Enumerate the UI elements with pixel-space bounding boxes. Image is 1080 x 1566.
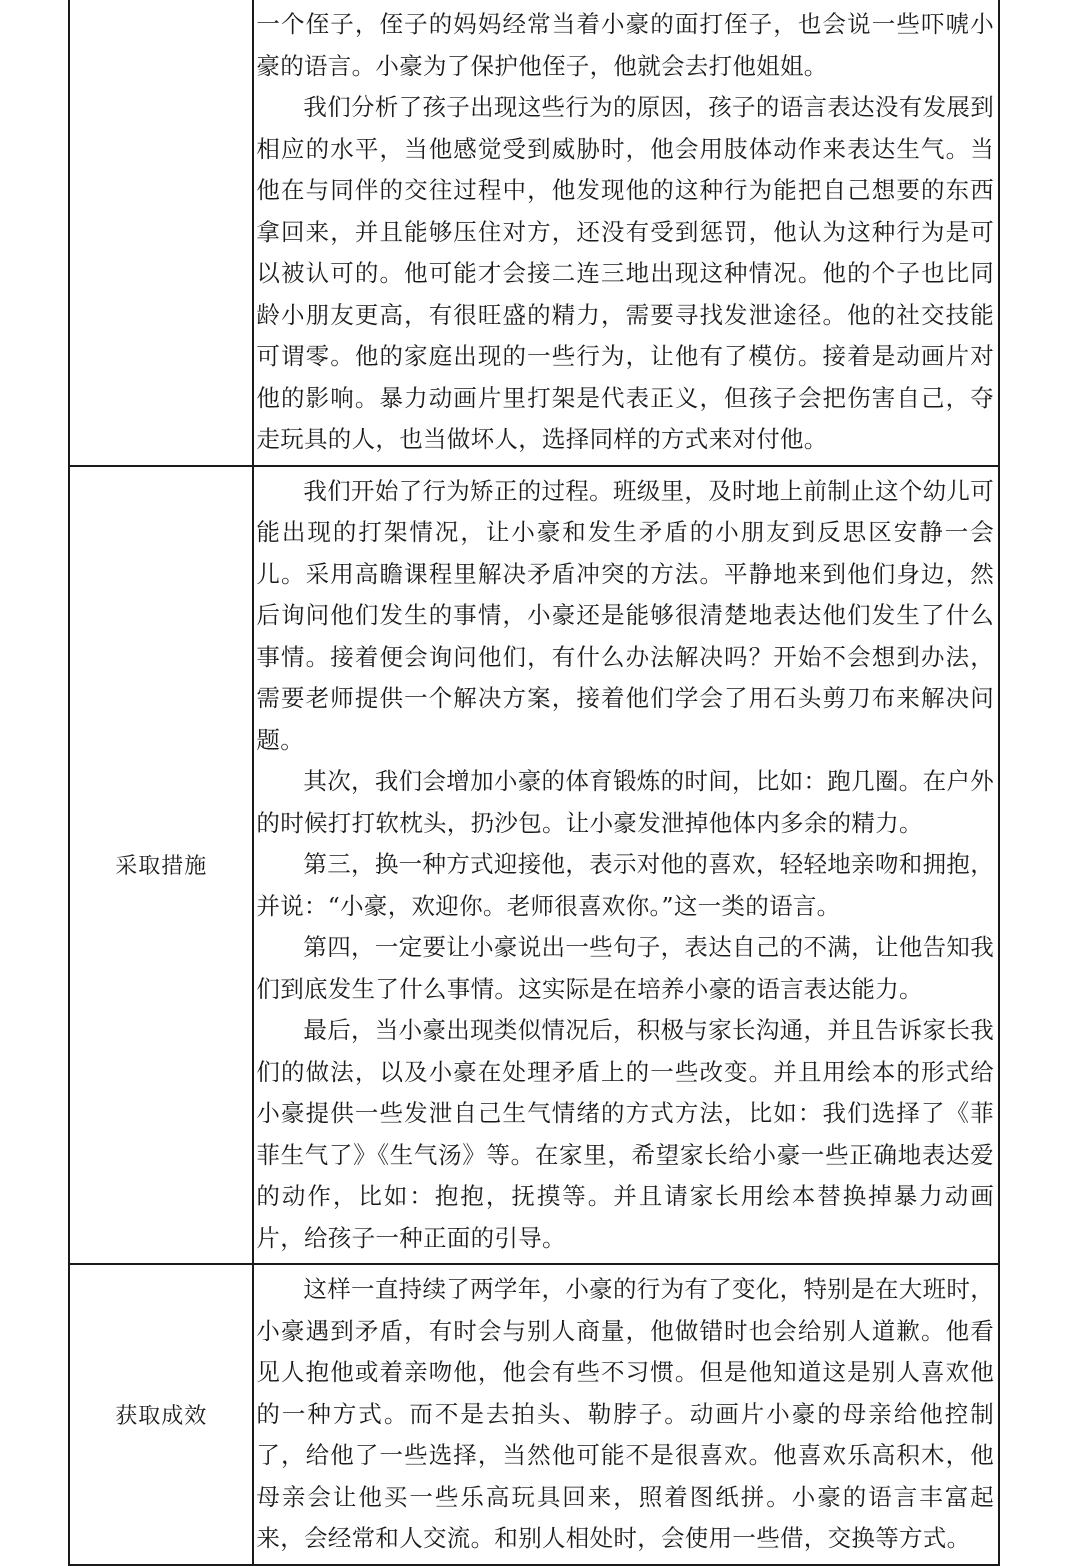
- paragraph: 这样一直持续了两学年，小豪的行为有了变化，特别是在大班时，小豪遇到矛盾，有时会与别人商量，他做错时也会给别人道歉。他看见人抱他或着亲吻他，他会有些不习惯。但是他知道这是别人喜欢他的一种方式。而不是去拍头、勒脖子。动画片小豪的母亲给他控制了，给他了一些选择，当然他可能不是很喜欢。他喜欢乐高积木，他母亲会让他买一些乐高玩具回来，照着图纸拼。小豪的语言丰富起来，会经常和人交流。和别人相处时，会使用一些借，交换等方式。: [256, 1275, 994, 1552]
- record-table: [68, 0, 1000, 1566]
- paragraph: 一个侄子，侄子的妈妈经常当着小豪的面打侄子，也会说一些吓唬小豪的语言。小豪为了保护他侄子，他就会去打他姐姐。: [256, 10, 994, 80]
- table-row-results: [69, 1264, 999, 1565]
- row-label-results: 获取成效: [69, 1264, 253, 1565]
- measures-content: [253, 466, 999, 1265]
- paragraph: 我们分析了孩子出现这些行为的原因，孩子的语言表达没有发展到相应的水平，当他感觉受到威胁时，他会用肢体动作来表达生气。当他在与同伴的交往过程中，他发现他的这种行为能把自己想要的东西拿回来，并且能够压住对方，还没有受到惩罚，他认为这种行为是可以被认可的。他可能才会接二连三地出现这种情况。他的个子也比同龄小朋友更高，有很旺盛的精力，需要寻找发泄途径。他的社交技能可谓零。他的家庭出现的一些行为，让他有了模仿。接着是动画片对他的影响。暴力动画片里打架是代表正义，但孩子会把伤害自己，夺走玩具的人，也当做坏人，选择同样的方式来对付他。: [256, 93, 994, 453]
- paragraph: 最后，当小豪出现类似情况后，积极与家长沟通，并且告诉家长我们的做法，以及小豪在处理矛盾上的一些改变。并且用绘本的形式给小豪提供一些发泄自己生气情绪的方式方法，比如：我们选择了《菲菲生气了》《生气汤》等。在家里，希望家长给小豪一些正确地表达爱的动作，比如：抱抱，抚摸等。并且请家长用绘本替换掉暴力动画片，给孩子一种正面的引导。: [256, 1016, 994, 1252]
- paragraph: 第四，一定要让小豪说出一些句子，表达自己的不满，让他告知我们到底发生了什么事情。这实际是在培养小豪的语言表达能力。: [256, 933, 994, 1003]
- row-label-empty: [69, 0, 253, 466]
- results-content: [253, 1264, 999, 1565]
- paragraph: 其次，我们会增加小豪的体育锻炼的时间，比如：跑几圈。在户外的时候打打软枕头，扔沙包。让小豪发泄掉他体内多余的精力。: [256, 767, 994, 837]
- row-label-measures: 采取措施: [69, 466, 253, 1265]
- table-row-analysis: [69, 0, 999, 466]
- analysis-content: [253, 0, 999, 466]
- table-row-measures: [69, 466, 999, 1265]
- paragraph: 第三，换一种方式迎接他，表示对他的喜欢，轻轻地亲吻和拥抱，并说：“小豪，欢迎你。老师很喜欢你。”这一类的语言。: [256, 850, 994, 920]
- paragraph: 我们开始了行为矫正的过程。班级里，及时地上前制止这个幼儿可能出现的打架情况，让小豪和发生矛盾的小朋友到反思区安静一会儿。采用高瞻课程里解决矛盾冲突的方法。平静地来到他们身边，然后询问他们发生的事情，小豪还是能够很清楚地表达他们发生了什么事情。接着便会询问他们，有什么办法解决吗？开始不会想到办法，需要老师提供一个解决方案，接着他们学会了用石头剪刀布来解决问题。: [256, 476, 994, 754]
